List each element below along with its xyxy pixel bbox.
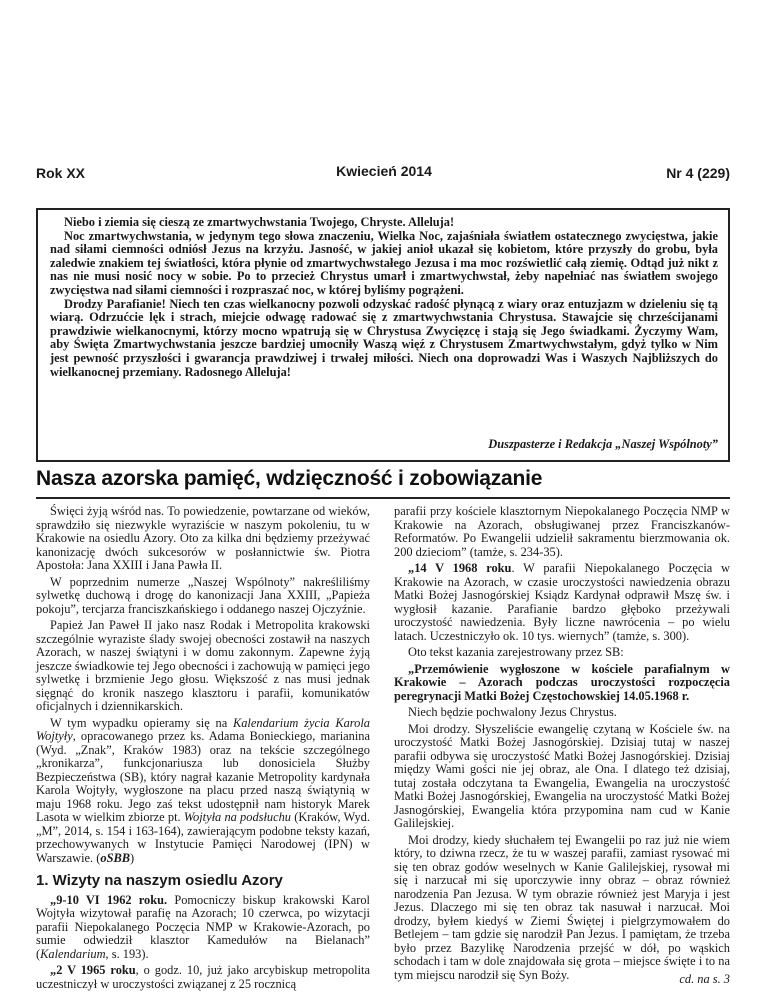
right-paragraph: parafii przy kościele klasztornym Niepokalanego Poczęcia NMP w Krakowie na Azorach, obsługiwanej przez Franciszkanów-Reformatów. Po Ewangelii udzielił sakramentu bierzmowania ok. 200 dzieciom” (tamże, s. 234-35). bbox=[394, 504, 730, 559]
issue-year: Rok XX bbox=[36, 165, 86, 181]
greeting-signature: Duszpasterze i Redakcja „Naszej Wspólnoty” bbox=[488, 437, 718, 451]
title-rule bbox=[36, 497, 730, 499]
greeting-paragraph-3: Drodzy Parafianie! Niech ten czas wielkanocny pozwoli odzyskać radość płynącą z wiary oraz entuzjazm w dzieleniu się tą wiarą. Odrzućcie lęk i strach, miejcie odwagę radować się z zmartwychwstania Chrystusa. Stawajcie się chrześcijanami prawdziwie wielkanocnymi, którzy mocno wpatrują się w Chrystusa Zwycięzcę i stają się Jego świadkami. Życzymy Wam, aby Święta Zmartwychwstania jeszcze bardziej umocniły Waszą więź z Chrystusem Zmartwychwstałym, gdyż tylko w Nim jest pewność przyszłości i gwarancja prawdziwej i trwałej miłości. Niech ona doprowadzi Was i Waszych Najbliższych do wielkanocnej przemiany. Radosnego Alleluja! bbox=[50, 296, 718, 379]
sermon-heading: „Przemówienie wygłoszone w kościele parafialnym w Krakowie – Azorach podczas uroczystości rozpoczęcia peregrynacji Matki Bożej Częstochowskiej 14.05.1968 r. bbox=[394, 661, 730, 703]
text-run: , o godz. 10, już jako arcybiskup metropolita uczestniczył w uroczystości związanej z 25 rocznicą bbox=[36, 963, 370, 991]
right-paragraph: Niech będzie pochwalony Jezus Chrystus. bbox=[408, 705, 617, 719]
article-title: Nasza azorska pamięć, wdzięczność i zobowiązanie bbox=[36, 467, 543, 490]
left-paragraph: Święci żyją wśród nas. To powiedzenie, powtarzane od wieków, sprawdziło się niezwykle wyraziście w naszym pokoleniu, tu w Krakowie na osiedlu Azory. Oto za kilka dni będziemy przeżywać kanonizację dwóch sukcesorów w posłannictwie św. Piotra Apostoła: Jana XXIII i Jana Pawła II. bbox=[36, 504, 370, 572]
left-paragraph-1965 bbox=[36, 964, 370, 991]
right-paragraph-1968 bbox=[394, 562, 730, 643]
left-paragraph: Papież Jan Paweł II jako nasz Rodak i Metropolita krakowski szczególnie wyraziste ślady swojej obecności zostawił na naszych Azorach, w naszej świątyni i w domu zakonnym. Zapewne żyją jeszcze świadkowie tej Jego obecności i zachowują w pamięci jego sylwetkę i brzmienie Jego głosu. Większość z nas musi jednak sięgnąć do kronik naszego klasztoru i parafii, komunikatów oficjalnych i dziennikarskich. bbox=[36, 618, 370, 713]
right-paragraph: Moi drodzy. Słyszeliście ewangelię czytaną w Kościele św. na uroczystość Matki Bożej Jasnogórskiej. Dzisiaj tutaj w naszej parafii odbywa się uroczystość Matki Bożej Jasnogórskiej. Dzisiaj między Wami gości nie jej obraz, ale Ona. I dlatego też dzisiaj, tutaj została odczytana ta Ewangelia, Ewangelia na uroczystość Matki Bożej Jasnogórskiej, Ewangelia na uroczystość Matki Bożej Jasnogórskiej, Ewangelia która przypomina nam cud w Kanie Galilejskiej. bbox=[394, 721, 730, 830]
greeting-line-1: Niebo i ziemia się cieszą ze zmartwychwstania Twojego, Chryste. Alleluja! bbox=[64, 215, 455, 229]
book-title: Wojtyła na podsłuchu bbox=[183, 810, 291, 824]
text-run: (Kraków, Wyd. „M”, 2014, s. 154 i 163-164), zawierającym podobne teksty kazań, przechowywanych w Instytucie Pamięci Narodowej (IPN) w Warszawie. ( bbox=[36, 810, 370, 865]
article-column-left bbox=[36, 505, 370, 994]
continued-note: cd. na s. 3 bbox=[679, 972, 730, 986]
text-run: , opracowanego przez ks. Adama Bonieckiego, marianina (Wyd. „Znak”, Kraków 1983) oraz na tekście szczególnego „kronikarza”, funkcjonariusza lub donosiciela Służby Bezpieczeństwa (SB), który nagrał kazanie Metropolity kardynała Karola Wojtyły, wygłoszone na placu przed naszą świątynią w maju 1968 roku. Jego zaś tekst udostępnił nam historyk Marek Lasota w wielkim zbiorze pt. bbox=[36, 729, 370, 824]
text-run: W tym wypadku opieramy się na bbox=[50, 715, 233, 730]
left-paragraph: W poprzednim numerze „Naszej Wspólnoty” nakreśliliśmy sylwetkę duchową i drogę do kanonizacji Jana XXIII, „Papieża pokoju”, tercjarza franciszkańskiego i oddanego naszej Ojczyźnie. bbox=[36, 574, 370, 616]
left-paragraph-1962 bbox=[36, 894, 370, 962]
author-initials: oSBB bbox=[100, 850, 130, 865]
left-paragraph-sources bbox=[36, 717, 370, 866]
text-run: . W parafii Niepokalanego Poczęcia w Krakowie na Azorach, w czasie uroczystości nawiedzenia obrazu Matki Bożej Jasnogórskiej Ksiądz Kardynał odprawił Mszę św. i wygłosił kazanie. Parafianie bardzo głęboko przeżywali uroczystość nawiedzenia. Były liczne nawrócenia – po wielu latach. Uczestniczyło ok. 10 tys. wiernych” (tamże, s. 300). bbox=[394, 561, 730, 643]
article-column-right bbox=[394, 505, 730, 985]
issue-date: Kwiecień 2014 bbox=[336, 163, 432, 179]
right-paragraph: Moi drodzy, kiedy słuchałem tej Ewangelii po raz już nie wiem który, to dziwna rzecz, że tu w waszej parafii, zamiast rysować mi się ten obraz godów weselnych w Kanie Galilejskiej, rysował mi się i narzucał mi się uporczywie inny obraz – obraz również narodzenia Pan Jezusa. W tym obrazie również jest Maryja i jest Jezus. Dlaczego mi się ten obraz tak nasuwał i narzucał. Moi drodzy, byłem kiedyś w Ziemi Świętej i pielgrzymowałem do Betlejem – tam gdzie się narodził Pan Jezus. I pamiętam, że trzeba było przez Bazylikę Narodzenia przejść w dół, po wąskich schodach i tam w dole znajdowała się grota – miejsce święte i to na tym miejscu narodził się Syn Boży. bbox=[394, 832, 730, 982]
text-run: , s. 193). bbox=[105, 946, 149, 961]
greeting-paragraph-2: Noc zmartwychwstania, w jedynym tego słowa znaczeniu, Wielka Noc, zajaśniała światłem ostatecznego zwycięstwa, jakie nad siłami ciemności odniósł Jezus na krzyżu. Jasność, w jakiej anioł ukazał się kobietom, które przyszły do grobu, była zaledwie znakiem tej światłości, która płynie od zmartwychwstałego Jezusa i ma moc rozświetlić całą ziemię. Odtąd już nikt z nas nie musi nosić nocy w sobie. Po to przecież Chrystus umarł i zmartwychwstał, żeby napełniać nas światłem swojego zwycięstwa nad siłami ciemności i rozpraszać noc, w której byliśmy pogrążeni. bbox=[50, 228, 718, 297]
issue-number: Nr 4 (229) bbox=[666, 165, 730, 181]
book-title: Kalendarium życia Karola Wojtyły bbox=[36, 715, 370, 743]
date-label: „14 V 1968 roku bbox=[408, 561, 512, 575]
right-paragraph: Oto tekst kazania zarejestrowany przez SB: bbox=[408, 645, 624, 659]
easter-greeting-box bbox=[36, 208, 730, 462]
date-label: „9-10 VI 1962 roku. bbox=[50, 892, 168, 907]
section-heading: 1. Wizyty na naszym osiedlu Azory bbox=[36, 872, 283, 889]
book-title: Kalendarium bbox=[40, 946, 106, 961]
date-label: „2 V 1965 roku bbox=[50, 963, 136, 977]
text-run: Pomocniczy biskup krakowski Karol Wojtyła wizytował parafię na Azorach; 10 czerwca, po wizytacji parafii Niepokalanego Poczęcia NMP w Krakowie-Azorach, po sumie odwiedził klasztor Kamedułów na Bielanach” ( bbox=[36, 892, 370, 961]
text-run: ) bbox=[130, 850, 135, 865]
